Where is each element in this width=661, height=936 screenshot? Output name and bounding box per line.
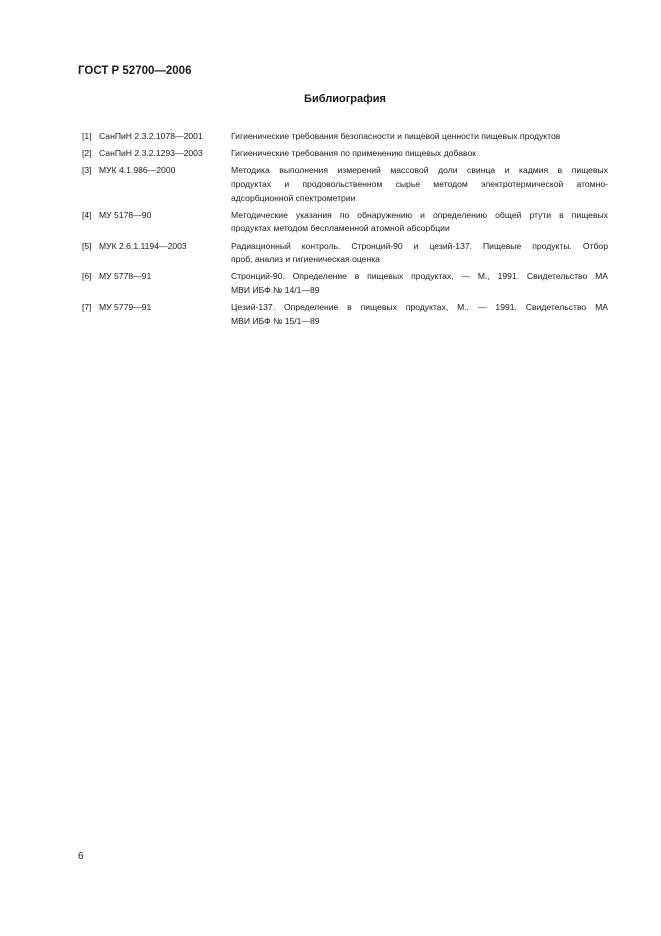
- entry-number: [7]: [82, 302, 92, 313]
- entry-description: [231, 164, 608, 205]
- entry-description-line: продуктах методом беспламенной атомной абсорбции: [231, 223, 450, 234]
- entry-description-line: Радиационный контроль. Стронций-90 и цезий-137. Пищевые продукты. Отбор: [231, 240, 608, 251]
- entry-description-line: МВИ ИБФ № 15/1—89: [231, 315, 320, 326]
- bibliography-entry: [82, 301, 610, 328]
- entry-description-line: продуктах и продовольственном сырье методом электротермической атомно-: [231, 178, 608, 189]
- entry-description: [231, 130, 608, 144]
- entry-description-line: Гигиенические требования по применению пищевых добавок: [231, 148, 477, 159]
- entry-code: МУ 5778—91: [99, 271, 152, 282]
- entry-description: [231, 209, 608, 236]
- entry-number: [6]: [82, 271, 92, 282]
- entry-description: [231, 240, 608, 267]
- entry-description-line: МВИ ИБФ № 14/1—89: [231, 284, 320, 295]
- entry-description-line: Стронций-90. Определение в пищевых продуктах, — М., 1991. Свидетельство МА: [231, 271, 608, 282]
- entry-code: МУ 5779—91: [99, 302, 152, 313]
- bibliography-entry: [82, 130, 610, 144]
- entry-description-line: Методические указания по обнаружению и определению общей ртути в пищевых: [231, 209, 608, 220]
- entry-code: МУК 4.1.986—2000: [99, 165, 176, 176]
- entry-description: [231, 147, 608, 161]
- entry-code: МУК 2.6.1.1194—2003: [99, 240, 187, 251]
- entry-description-line: Гигиенические требования безопасности и пищевой ценности пищевых продуктов: [231, 131, 561, 141]
- entry-description-line: Методика выполнения измерений массовой доли свинца и кадмия в пищевых: [231, 165, 608, 176]
- bibliography-entry: [82, 240, 610, 267]
- bibliography-entry: [82, 270, 610, 297]
- entry-description: [231, 301, 608, 328]
- document-header: ГОСТ Р 52700—2006: [78, 65, 192, 77]
- bibliography-entry: [82, 164, 610, 205]
- page-number: 6: [78, 851, 84, 862]
- entry-description-line: адсорбционной спектрометрии: [231, 192, 356, 203]
- bibliography-list: [82, 130, 610, 332]
- entry-number: [4]: [82, 209, 92, 220]
- entry-number: [2]: [82, 148, 92, 159]
- entry-code: СанПиН 2.3.2.1078—2001: [99, 131, 203, 141]
- entry-description-line: проб, анализ и гигиеническая оценка: [231, 254, 380, 265]
- section-title: Библиография: [304, 93, 386, 105]
- entry-code: СанПиН 2.3.2.1293—2003: [99, 148, 203, 159]
- entry-description-line: Цезий-137. Определение в пищевых продуктах, М., — 1991. Свидетельство МА: [231, 302, 608, 313]
- entry-description: [231, 270, 608, 297]
- bibliography-entry: [82, 209, 610, 236]
- entry-number: [1]: [82, 131, 92, 141]
- entry-number: [3]: [82, 165, 92, 176]
- entry-code: МУ 5178—90: [99, 209, 152, 220]
- entry-number: [5]: [82, 240, 92, 251]
- bibliography-entry: [82, 147, 610, 161]
